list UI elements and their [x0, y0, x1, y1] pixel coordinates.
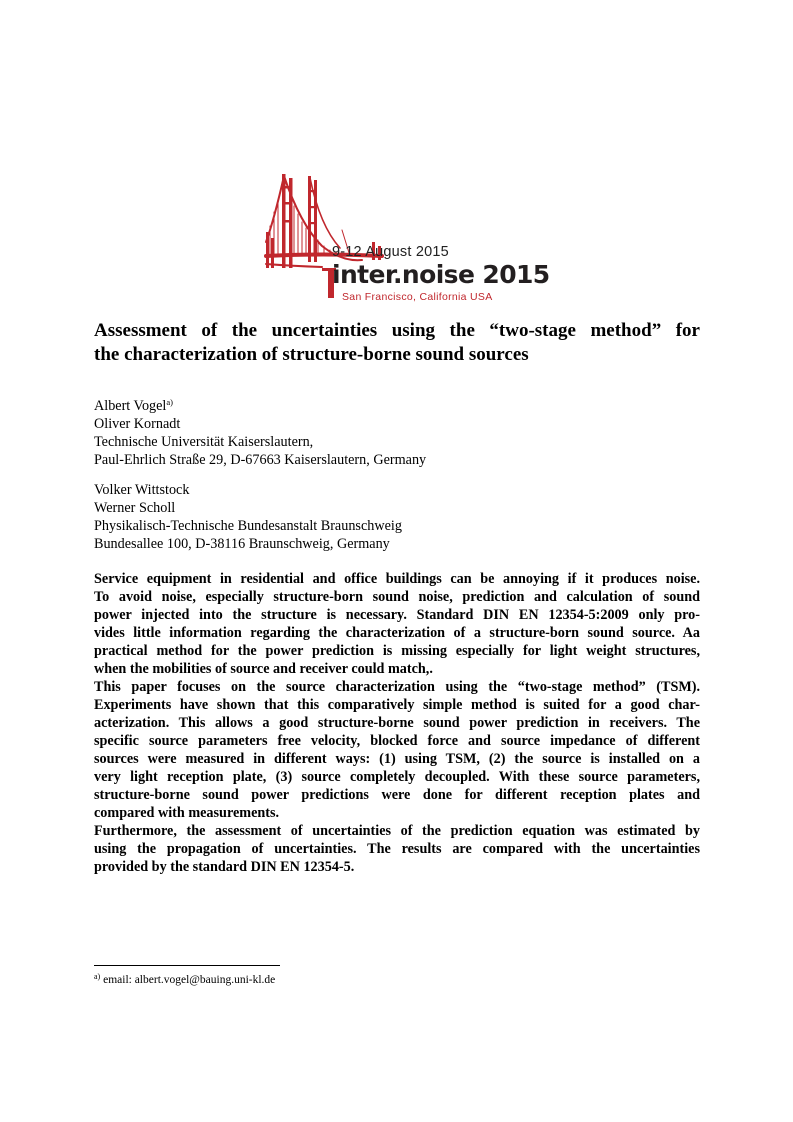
conference-location: San Francisco, California USA: [342, 291, 493, 303]
abstract-line: Experiments have shown that this comparatively simple method is suited for a good char-: [94, 697, 700, 713]
conference-dates: 9-12 August 2015: [332, 244, 449, 260]
author-address: Bundesallee 100, D-38116 Braunschweig, Germany: [94, 536, 390, 552]
abstract-line: very light reception plate, (3) source completely decoupled. With these source parameters,: [94, 769, 700, 785]
author-block-2: [94, 481, 714, 553]
title-line-2: the characterization of structure-borne sound sources: [94, 344, 529, 365]
footnote: [94, 974, 275, 986]
author-name: Volker Wittstock: [94, 482, 190, 498]
abstract-line: Service equipment in residential and office buildings can be annoying if it produces noise.: [94, 571, 700, 587]
author-name: Werner Scholl: [94, 500, 176, 516]
author-address: Paul-Ehrlich Straße 29, D-67663 Kaiserslautern, Germany: [94, 452, 427, 468]
author-affiliation: Technische Universität Kaiserslautern,: [94, 434, 314, 450]
abstract: [94, 570, 700, 876]
author-affiliation: Physikalisch-Technische Bundesanstalt Braunschweig: [94, 518, 402, 534]
paper-title: [94, 319, 700, 367]
title-line-1: Assessment of the uncertainties using the “two-stage method” for: [94, 320, 700, 341]
abstract-line: power injected into the structure is necessary. Standard DIN EN 12354-5:2009 only pro-: [94, 607, 700, 623]
abstract-line: To avoid noise, especially structure-born sound noise, prediction and calculation of sound: [94, 589, 700, 605]
abstract-line: vides little information regarding the characterization of a structure-born sound source. Aa: [94, 625, 700, 641]
abstract-line: when the mobilities of source and receiver could match,.: [94, 661, 433, 677]
footnote-divider: [94, 965, 280, 966]
footnote-marker: a): [94, 972, 101, 981]
author-name: [94, 397, 714, 415]
footnote-email[interactable]: email: albert.vogel@bauing.uni-kl.de: [103, 974, 276, 986]
author-block-1: [94, 397, 714, 469]
author-name: Oliver Kornadt: [94, 416, 181, 432]
abstract-line: acterization. This allows a good structure-borne sound power prediction in receivers. The: [94, 715, 700, 731]
conference-logo: [262, 172, 550, 308]
conference-brand: inter.noise 2015: [332, 260, 550, 289]
footnote-marker: a): [166, 397, 173, 407]
abstract-line: using the propagation of uncertainties. The results are compared with the uncertainties: [94, 841, 700, 857]
abstract-line: compared with measurements.: [94, 805, 280, 821]
abstract-line: structure-borne sound power predictions were done for different reception plates and: [94, 787, 700, 803]
abstract-line: provided by the standard DIN EN 12354-5.: [94, 859, 355, 875]
abstract-line: specific source parameters free velocity, blocked force and source impedance of different: [94, 733, 700, 749]
abstract-line: Furthermore, the assessment of uncertainties of the prediction equation was estimated by: [94, 823, 700, 839]
author-name-text: Albert Vogel: [94, 398, 167, 414]
abstract-line: This paper focuses on the source characterization using the “two-stage method” (TSM).: [94, 679, 700, 695]
abstract-line: practical method for the power prediction is missing especially for light weight structures,: [94, 643, 700, 659]
abstract-line: sources were measured in different ways: (1) using TSM, (2) the source is installed on a: [94, 751, 700, 767]
